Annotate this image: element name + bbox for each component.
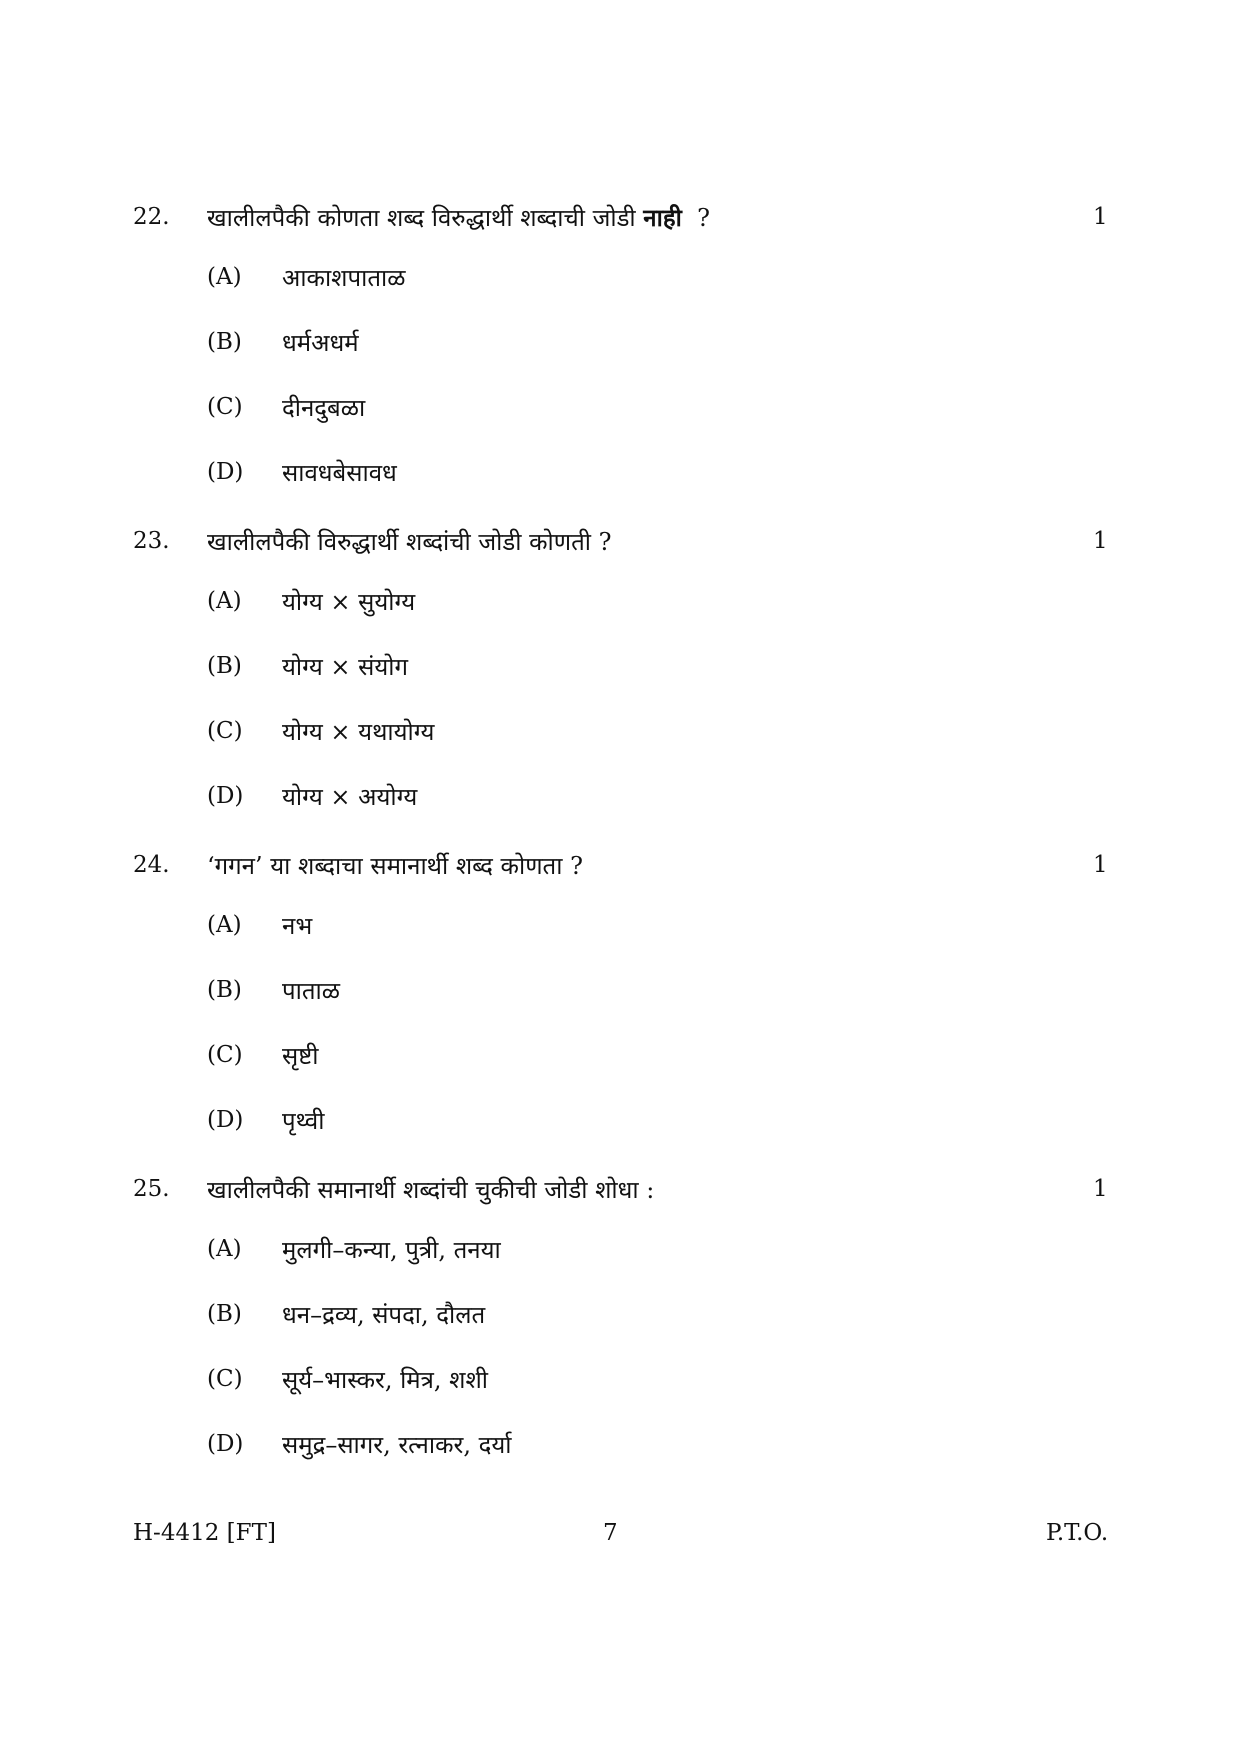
option-b xyxy=(0,969,1240,1034)
option-a xyxy=(0,904,1240,969)
question-number: 23. xyxy=(133,528,170,554)
pto-label: P.T.O. xyxy=(1046,1520,1109,1546)
question-line xyxy=(0,844,1240,904)
question-23 xyxy=(0,520,1240,840)
option-label: (C) xyxy=(207,394,243,420)
option-c xyxy=(0,710,1240,775)
option-d xyxy=(0,1099,1240,1164)
question-text: खालीलपैकी समानार्थी शब्दांची चुकीची जोडी शोधा : xyxy=(207,1176,655,1204)
option-label: (A) xyxy=(207,588,242,614)
option-label: (C) xyxy=(207,718,243,744)
option-text: मुलगी–कन्या, पुत्री, तनया xyxy=(282,1236,501,1264)
option-d xyxy=(0,451,1240,516)
option-label: (D) xyxy=(207,1107,244,1133)
question-text-pre: खालीलपैकी कोणता शब्द विरुद्धार्थी शब्दाची जोडी xyxy=(207,204,636,232)
option-label: (D) xyxy=(207,459,244,485)
question-25 xyxy=(0,1168,1240,1488)
option-text: योग्य × सुयोग्य xyxy=(282,588,416,616)
question-line xyxy=(0,1168,1240,1228)
question-line xyxy=(0,196,1240,256)
page-number: 7 xyxy=(603,1520,618,1546)
option-text: सृष्टी xyxy=(282,1042,319,1070)
option-text: नभ xyxy=(282,912,313,940)
question-marks: 1 xyxy=(1093,1176,1108,1202)
option-label: (C) xyxy=(207,1042,243,1068)
option-text: दीनदुबळा xyxy=(282,394,366,422)
option-d xyxy=(0,775,1240,840)
question-marks: 1 xyxy=(1093,852,1108,878)
option-label: (B) xyxy=(207,977,242,1003)
option-label: (B) xyxy=(207,653,242,679)
option-text: योग्य × संयोग xyxy=(282,653,409,681)
option-label: (A) xyxy=(207,912,242,938)
option-b xyxy=(0,645,1240,710)
question-number: 22. xyxy=(133,204,170,230)
option-label: (A) xyxy=(207,264,242,290)
option-label: (A) xyxy=(207,1236,242,1262)
question-text: ‘गगन’ या शब्दाचा समानार्थी शब्द कोणता ? xyxy=(207,852,583,880)
option-label: (D) xyxy=(207,1431,244,1457)
option-text: समुद्र–सागर, रत्नाकर, दर्या xyxy=(282,1431,512,1459)
question-text: खालीलपैकी विरुद्धार्थी शब्दांची जोडी कोणती ? xyxy=(207,528,612,556)
option-text: योग्य × अयोग्य xyxy=(282,783,418,811)
question-line xyxy=(0,520,1240,580)
option-text: पृथ्वी xyxy=(282,1107,325,1135)
option-d xyxy=(0,1423,1240,1488)
question-text-post: ? xyxy=(697,204,710,232)
question-number: 24. xyxy=(133,852,170,878)
question-marks: 1 xyxy=(1093,528,1108,554)
option-label: (B) xyxy=(207,1301,242,1327)
option-text: धन–द्रव्य, संपदा, दौलत xyxy=(282,1301,486,1329)
option-b xyxy=(0,1293,1240,1358)
question-text xyxy=(207,201,710,234)
paper-code: H-4412 [FT] xyxy=(133,1520,276,1546)
option-text: सूर्य–भास्कर, मित्र, शशी xyxy=(282,1366,489,1394)
question-number: 25. xyxy=(133,1176,170,1202)
question-22 xyxy=(0,196,1240,516)
option-label: (C) xyxy=(207,1366,243,1392)
option-text: सावधबेसावध xyxy=(282,459,397,487)
question-marks: 1 xyxy=(1093,204,1108,230)
option-a xyxy=(0,256,1240,321)
option-a xyxy=(0,1228,1240,1293)
option-text: पाताळ xyxy=(282,977,340,1005)
page-footer xyxy=(0,1520,1240,1560)
option-b xyxy=(0,321,1240,386)
option-text: आकाशपाताळ xyxy=(282,264,406,292)
question-24 xyxy=(0,844,1240,1164)
option-a xyxy=(0,580,1240,645)
option-label: (B) xyxy=(207,329,242,355)
question-text-bold: नाही xyxy=(643,203,682,232)
option-text: योग्य × यथायोग्य xyxy=(282,718,435,746)
option-c xyxy=(0,1034,1240,1099)
option-text: धर्मअधर्म xyxy=(282,329,359,357)
option-c xyxy=(0,1358,1240,1423)
option-c xyxy=(0,386,1240,451)
option-label: (D) xyxy=(207,783,244,809)
